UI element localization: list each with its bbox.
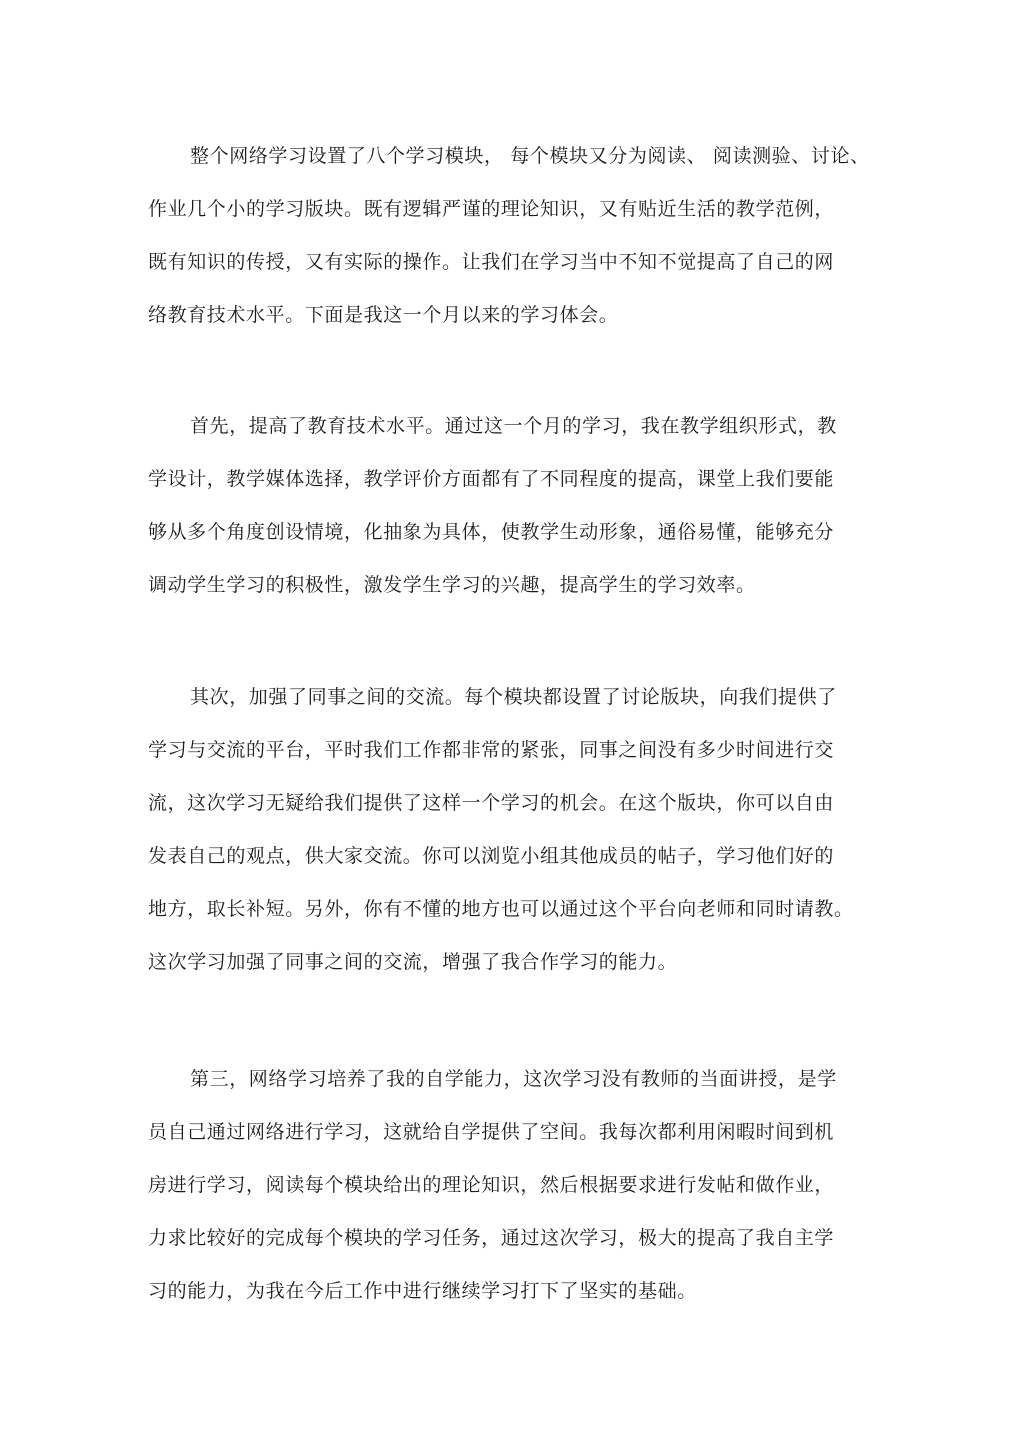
text-line: 发表自己的观点，供大家交流。你可以浏览小组其他成员的帖子，学习他们好的: [148, 845, 835, 867]
text-line: 房进行学习，阅读每个模块给出的理论知识，然后根据要求进行发帖和做作业，: [148, 1174, 835, 1196]
text-line: 习的能力，为我在今后工作中进行继续学习打下了坚实的基础。: [148, 1280, 697, 1302]
paragraph-second: [148, 684, 888, 976]
text-line: 够从多个角度创设情境，化抽象为具体，使教学生动形象，通俗易懂，能够充分: [148, 521, 835, 543]
text-line: 力求比较好的完成每个模块的学习任务，通过这次学习，极大的提高了我自主学: [148, 1227, 835, 1249]
text-line: 络教育技术水平。下面是我这一个月以来的学习体会。: [148, 304, 619, 326]
text-line: 这次学习加强了同事之间的交流，增强了我合作学习的能力。: [148, 951, 678, 973]
text-line: 其次，加强了同事之间的交流。每个模块都设置了讨论版块，向我们提供了: [190, 686, 837, 708]
paragraph-third: [148, 1066, 888, 1305]
text-line: 首先，提高了教育技术水平。通过这一个月的学习，我在教学组织形式，教: [190, 415, 837, 437]
text-line: 地方，取长补短。另外，你有不懂的地方也可以通过这个平台向老师和同时请教。: [148, 898, 854, 920]
text-line: 员自己通过网络进行学习，这就给自学提供了空间。我每次都利用闲暇时间到机: [148, 1121, 835, 1143]
text-line: 流，这次学习无疑给我们提供了这样一个学习的机会。在这个版块，你可以自由: [148, 792, 835, 814]
text-line: 调动学生学习的积极性，激发学生学习的兴趣，提高学生的学习效率。: [148, 574, 756, 596]
text-line: 学设计，教学媒体选择，教学评价方面都有了不同程度的提高，课堂上我们要能: [148, 468, 835, 490]
paragraph-intro: [148, 143, 888, 329]
text-line: 整个网络学习设置了八个学习模块， 每个模块又分为阅读、 阅读测验、讨论、: [190, 145, 870, 167]
paragraph-first: [148, 413, 888, 599]
text-line: 第三，网络学习培养了我的自学能力，这次学习没有教师的当面讲授，是学: [190, 1068, 837, 1090]
text-line: 既有知识的传授，又有实际的操作。让我们在学习当中不知不觉提高了自己的网: [148, 251, 835, 273]
text-line: 学习与交流的平台，平时我们工作都非常的紧张，同事之间没有多少时间进行交: [148, 739, 835, 761]
text-line: 作业几个小的学习版块。既有逻辑严谨的理论知识，又有贴近生活的教学范例，: [148, 198, 835, 220]
